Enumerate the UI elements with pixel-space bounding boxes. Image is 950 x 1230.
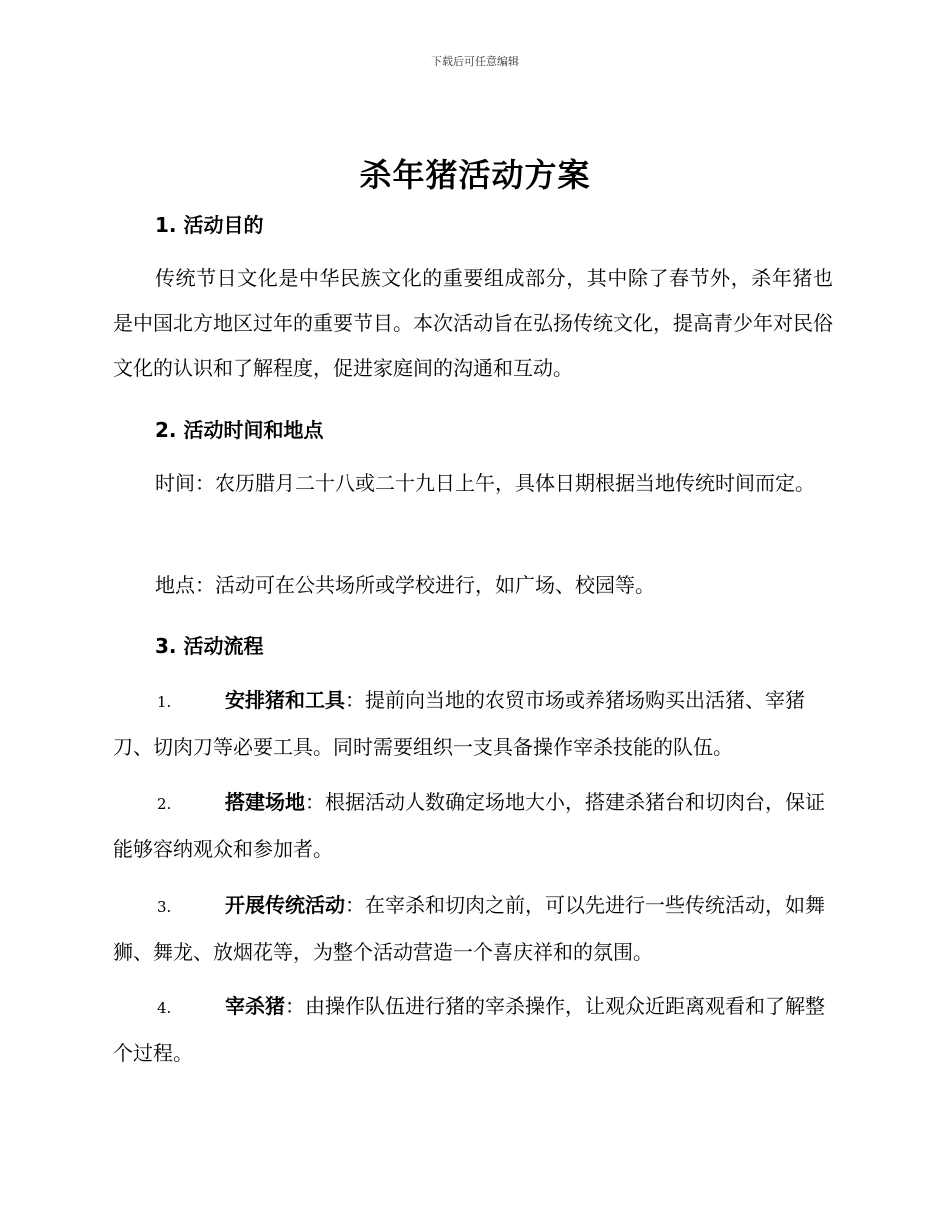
header-note: 下载后可任意编辑 bbox=[431, 55, 519, 68]
list-item bbox=[113, 780, 833, 872]
list-item-text: ：在宰杀和切肉之前，可以先进行一些传统活动，如舞狮、舞龙、放烟花等，为整个活动营造一个喜庆祥和的氛围。 bbox=[113, 893, 825, 964]
list-item-text: ：根据活动人数确定场地大小，搭建杀猪台和切肉台，保证能够容纳观众和参加者。 bbox=[113, 790, 825, 861]
list-item bbox=[113, 678, 833, 770]
document-title: 杀年猪活动方案 bbox=[359, 156, 591, 194]
section-heading-time-place: 2. 活动时间和地点 bbox=[155, 418, 324, 442]
section-heading-process: 3. 活动流程 bbox=[155, 634, 264, 658]
list-item-number: 4. bbox=[157, 999, 172, 1017]
paragraph-place: 地点：活动可在公共场所或学校进行，如广场、校园等。 bbox=[155, 573, 655, 597]
section-heading-purpose: 1. 活动目的 bbox=[155, 213, 264, 237]
list-item-text: ：提前向当地的农贸市场或养猪场购买出活猪、宰猪刀、切肉刀等必要工具。同时需要组织一支具备操作宰杀技能的队伍。 bbox=[113, 688, 805, 759]
list-item bbox=[113, 883, 833, 975]
list-item-term: 宰杀猪 bbox=[225, 994, 285, 1018]
list-item-number: 3. bbox=[157, 898, 172, 916]
list-item-term: 安排猪和工具 bbox=[225, 688, 345, 712]
list-item bbox=[113, 984, 833, 1076]
list-item-number: 1. bbox=[157, 693, 172, 711]
list-item-number: 2. bbox=[157, 795, 172, 813]
list-item-text: ：由操作队伍进行猪的宰杀操作，让观众近距离观看和了解整个过程。 bbox=[113, 994, 825, 1065]
list-item-term: 开展传统活动 bbox=[225, 893, 345, 917]
list-item-term: 搭建场地 bbox=[225, 790, 305, 814]
paragraph-purpose: 传统节日文化是中华民族文化的重要组成部分，其中除了春节外，杀年猪也是中国北方地区过年的重要节目。本次活动旨在弘扬传统文化，提高青少年对民俗文化的认识和了解程度，促进家庭间的沟通和互动。 bbox=[113, 266, 833, 380]
paragraph-time: 时间：农历腊月二十八或二十九日上午，具体日期根据当地传统时间而定。 bbox=[155, 471, 815, 495]
